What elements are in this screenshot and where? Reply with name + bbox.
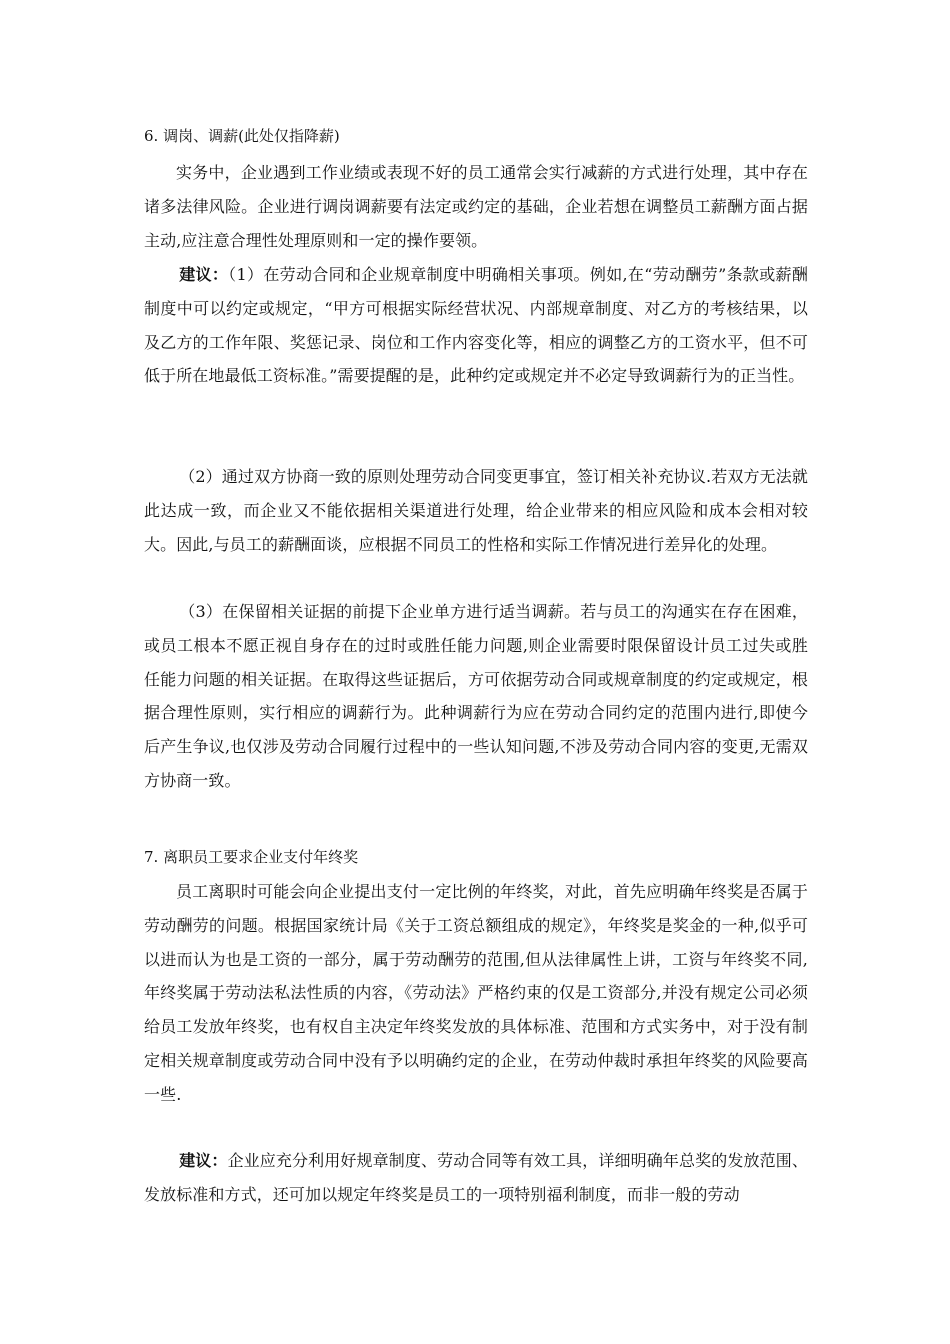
advice-1-text: （1）在劳动合同和企业规章制度中明确相关事项。例如,在“劳动酬劳”条款或薪酬制度中可以约定或规定，“甲方可根据实际经营状况、内部规章制度、对乙方的考核结果，以及乙方的工作年限、奖惩记录、岗位和工作内容变化等，相应的调整乙方的工资水平，但不可低于所在地最低工资标准。”需要提醒的是，此种约定或规定并不必定导致调薪行为的正当性。 <box>144 265 808 386</box>
section-7-heading: 7. 离职员工要求企业支付年终奖 <box>144 848 359 866</box>
section-7-paragraph: 员工离职时可能会向企业提出支付一定比例的年终奖，对此，首先应明确年终奖是否属于劳动酬劳的问题。根据国家统计局《关于工资总额组成的规定》，年终奖是奖金的一种,似乎可以进而认为也是工资的一部分，属于劳动酬劳的范围,但从法律属性上讲，工资与年终奖不同,年终奖属于劳动法私法性质的内容，《劳动法》严格约束的仅是工资部分,并没有规定公司必须给员工发放年终奖，也有权自主决定年终奖发放的具体标准、范围和方式实务中，对于没有制定相关规章制度或劳动合同中没有予以明确约定的企业，在劳动仲裁时承担年终奖的风险要高一些. <box>144 882 808 1104</box>
advice-label: 建议： <box>179 265 229 284</box>
section-6-paragraph: 实务中，企业遇到工作业绩或表现不好的员工通常会实行减薪的方式进行处理，其中存在诸多法律风险。企业进行调岗调薪要有法定或约定的基础，企业若想在调整员工薪酬方面占据主动,应注意合理性处理原则和一定的操作要领。 <box>144 163 808 250</box>
section-7-advice <box>144 1144 808 1212</box>
advice-label: 建议： <box>179 1151 228 1170</box>
section-6-advice-1 <box>144 258 808 393</box>
section-6-advice-3: （3）在保留相关证据的前提下企业单方进行适当调薪。若与员工的沟通实在存在困难，或员工根本不愿正视自身存在的过时或胜任能力问题,则企业需要时限保留设计员工过失或胜任能力问题的相关证据。在取得这些证据后，方可依据劳动合同或规章制度的约定或规定，根据合理性原则，实行相应的调薪行为。此种调薪行为应在劳动合同约定的范围内进行,即使今后产生争议,也仅涉及劳动合同履行过程中的一些认知问题,不涉及劳动合同内容的变更,无需双方协商一致。 <box>144 602 808 790</box>
section-6-heading: 6. 调岗、调薪(此处仅指降薪) <box>144 127 340 145</box>
advice-text: 企业应充分利用好规章制度、劳动合同等有效工具，详细明确年总奖的发放范围、发放标准和方式，还可加以规定年终奖是员工的一项特别福利制度，而非一般的劳动 <box>144 1151 808 1204</box>
section-6-advice-2: （2）通过双方协商一致的原则处理劳动合同变更事宜，签订相关补充协议.若双方无法就此达成一致，而企业又不能依据相关渠道进行处理，给企业带来的相应风险和成本会相对较大。因此,与员工的薪酬面谈，应根据不同员工的性格和实际工作情况进行差异化的处理。 <box>144 467 808 554</box>
